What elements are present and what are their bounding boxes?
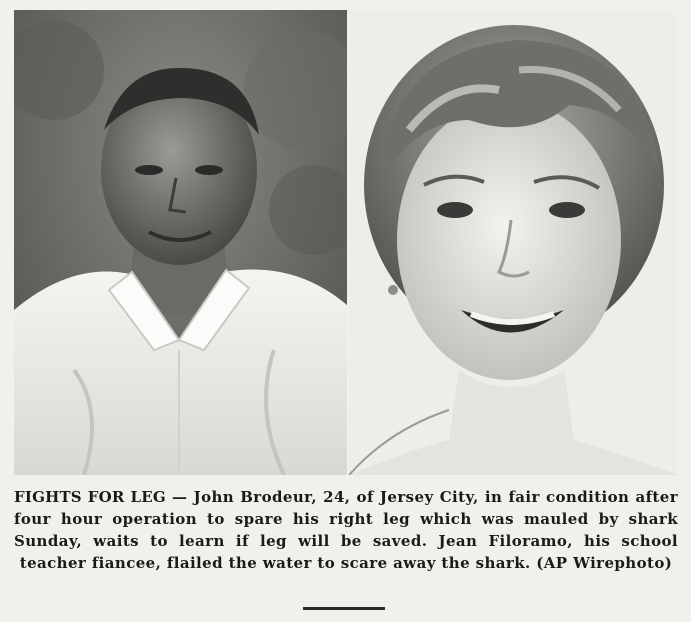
photo-woman [349, 10, 678, 475]
photo-man-image [14, 10, 347, 475]
caption-dash: — [172, 488, 188, 506]
caption-headline: FIGHTS FOR LEG [14, 488, 166, 506]
photo-caption [14, 486, 678, 574]
photo-man [14, 10, 347, 475]
caption-body: John Brodeur, 24, of Jersey City, in fair condition after four hour operation to spare his right leg which was mauled by shark Sunday, waits to learn if leg will be saved. Jean Filoramo, his school teacher fiancee, flailed the water to scare away the shark. (AP Wirephoto) [14, 488, 679, 572]
photo-woman-image [349, 10, 678, 475]
bottom-rule [303, 607, 385, 610]
